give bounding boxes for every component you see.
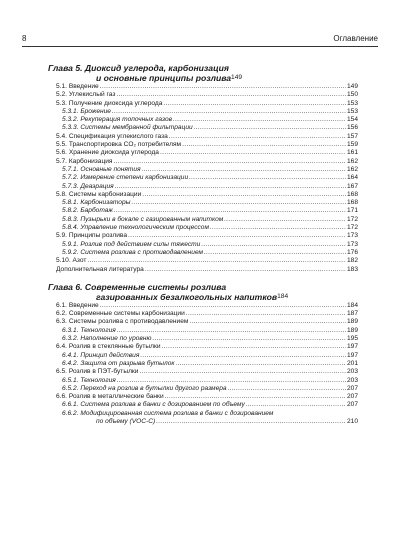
toc-entry-text: 6.6.1. Система розлива в банки с дозированием по объему <box>62 401 245 409</box>
dot-leader <box>117 377 346 385</box>
toc-entry-page: 149 <box>346 83 358 90</box>
toc-entry-page: 153 <box>346 99 358 107</box>
toc-entry-text: 6.5.1. Технология <box>62 376 116 384</box>
toc-entry-page: 157 <box>346 132 358 140</box>
toc-subsection <box>48 241 358 249</box>
toc-entry-text: 6.3.1. Технология <box>62 326 116 334</box>
toc-subsection <box>48 418 358 426</box>
dot-leader <box>182 141 346 149</box>
toc-section <box>48 232 358 240</box>
dot-leader <box>163 100 346 108</box>
toc-section <box>48 91 358 99</box>
toc-entry-page: 195 <box>346 335 358 343</box>
dot-leader <box>160 149 346 157</box>
dot-leader <box>115 183 346 191</box>
toc-entry-text: 5.8.4. Управление технологическим процессом <box>62 224 209 232</box>
dot-leader <box>117 327 346 335</box>
toc-entry-page: 201 <box>346 359 358 367</box>
toc-entry-page: 154 <box>346 116 358 124</box>
page-header <box>22 33 378 45</box>
dot-leader <box>152 335 346 343</box>
toc-section <box>48 100 358 108</box>
dot-leader <box>246 401 346 409</box>
toc-subsection <box>48 360 358 368</box>
toc-entry-page: 156 <box>346 124 358 132</box>
toc-entry-text: 5.5. Транспортировка CO₂ потребителям <box>56 141 182 149</box>
toc-entry-page: 207 <box>346 384 358 392</box>
dot-leader <box>189 318 346 326</box>
toc-entry-page: 210 <box>346 417 358 425</box>
toc-entry-text: 6.5. Розлив в ПЭТ-бутылки <box>56 368 139 376</box>
toc-entry-text: Дополнительная литература <box>56 265 144 273</box>
toc-entry-text: 6.4.1. Принцип действия <box>62 351 140 359</box>
toc-entry-text: 5.8. Системы карбонизации <box>56 190 142 198</box>
toc-entry-text: 5.9. Принципы розлива <box>56 232 127 240</box>
dot-leader <box>176 360 346 368</box>
toc-entry-page: 197 <box>346 351 358 359</box>
toc-entry-page: 167 <box>346 182 358 190</box>
toc-entry-text: 5.9.2. Система розлива с противодавлением <box>62 248 204 256</box>
dot-leader <box>169 133 346 141</box>
toc-entry-page: 164 <box>346 174 358 182</box>
toc-entry-text: 5.8.3. Пузырьки в бокале с газированным напитком <box>62 215 224 223</box>
toc-subsection <box>48 327 358 335</box>
chapter-subtitle-row <box>48 292 358 302</box>
dot-leader <box>112 108 346 116</box>
toc-entry-text: 5.4. Спецификация углекислого газа <box>56 132 168 140</box>
toc-entry-page: 150 <box>346 91 358 99</box>
toc-section <box>48 318 358 326</box>
toc-section <box>48 141 358 149</box>
toc-entry-text: 5.8.2. Барботаж <box>62 207 113 215</box>
toc-entry-text: 5.7.2. Измерение степени карбонизации <box>62 174 189 182</box>
dot-leader <box>142 191 346 199</box>
toc-section <box>48 266 358 274</box>
toc-section <box>48 149 358 157</box>
toc-entry-page: 203 <box>346 376 358 384</box>
toc-subsection <box>48 385 358 393</box>
toc-entry-text: 6.5.2. Переход на розлив в бутылки другого размера <box>62 384 227 392</box>
toc-entry-text: 6.3.2. Наполнение по уровню <box>62 335 152 343</box>
chapter-subtitle-row <box>48 73 358 83</box>
header-divider <box>22 46 378 47</box>
dot-leader <box>140 368 346 376</box>
toc-entry-text: 6.4. Розлив в стеклянные бутылки <box>56 343 161 351</box>
toc-section <box>48 302 358 310</box>
dot-leader <box>189 174 346 182</box>
toc-entry-page: 189 <box>346 318 358 326</box>
toc-entry-text: 6.4.2. Защита от разрыва бутылок <box>62 359 175 367</box>
dot-leader <box>162 343 346 351</box>
toc-section <box>48 133 358 141</box>
dot-leader <box>100 83 346 91</box>
toc-entry-text: 6.1. Введение <box>56 301 99 309</box>
toc-subsection <box>48 249 358 257</box>
toc-entry-page: 207 <box>346 401 358 409</box>
dot-leader <box>210 224 346 232</box>
toc-subsection <box>48 410 358 418</box>
toc-section <box>48 343 358 351</box>
toc-entry-page: 171 <box>346 207 358 215</box>
toc-entry-page: 172 <box>346 224 358 232</box>
toc-entry-text: 6.2. Современные системы карбонизации <box>56 310 185 318</box>
toc-entry-page: 173 <box>346 232 358 240</box>
toc-entry-page: 176 <box>346 248 358 256</box>
toc-subsection <box>48 124 358 132</box>
toc-subsection <box>48 174 358 182</box>
toc-entry-page: 184 <box>346 301 358 309</box>
dot-leader <box>228 385 346 393</box>
toc-entry-page: 173 <box>346 240 358 248</box>
toc-entry-page: 207 <box>346 393 358 401</box>
toc-entry-text: 5.2. Углекислый газ <box>56 91 116 99</box>
toc-section <box>48 191 358 199</box>
toc-entry-text: 6.6. Розлив в металлические банки <box>56 393 164 401</box>
chapter-gap <box>48 274 358 282</box>
toc-subsection <box>48 216 358 224</box>
toc-entry-text: 5.7. Карбонизация <box>56 157 113 165</box>
toc-subsection <box>48 377 358 385</box>
dot-leader <box>186 310 346 318</box>
chapter-page: 149 <box>231 74 243 81</box>
toc-entry-text: 6.6.2. Модифицированная система розлива в банки с дозированием <box>62 409 274 417</box>
toc-entry-text: 5.3.1. Брожение <box>62 107 111 115</box>
dot-leader <box>156 418 346 426</box>
chapter-title: Глава 5. Диоксид углерода, карбонизация <box>48 63 229 73</box>
toc-subsection <box>48 224 358 232</box>
toc-entry-text: 5.7.3. Деаэрация <box>62 182 114 190</box>
toc-entry-page: 203 <box>346 368 358 376</box>
toc-section <box>48 158 358 166</box>
dot-leader <box>201 241 346 249</box>
toc-entry-text: 5.1. Введение <box>56 83 99 90</box>
chapter-title: Глава 6. Современные системы розлива <box>48 281 227 292</box>
dot-leader <box>173 116 346 124</box>
toc-entry-text: 5.8.1. Карбонизаторы <box>62 199 131 207</box>
section-title: Оглавление <box>333 34 378 43</box>
toc-entry-text: 6.3. Системы розлива с противодавлением <box>56 318 189 326</box>
toc-entry-text: 5.6. Хранение диоксида углерода <box>56 149 159 157</box>
toc-subsection <box>48 352 358 360</box>
toc-entry-text: 5.10. Азот <box>56 257 87 265</box>
toc-entry-text: по объему (VOC-C) <box>96 417 156 425</box>
page-number: 8 <box>22 34 27 43</box>
toc-entry-page: 197 <box>346 343 358 351</box>
toc-subsection <box>48 401 358 409</box>
toc-entry-page: 189 <box>346 326 358 334</box>
toc-entry-text: 5.9.1. Розлив под действием силы тяжести <box>62 240 201 248</box>
toc-subsection <box>48 108 358 116</box>
toc-entry-text: 5.3.2. Рекуперация топочных газов <box>62 116 173 124</box>
dot-leader <box>145 266 346 274</box>
toc-subsection <box>48 183 358 191</box>
dot-leader <box>116 91 346 99</box>
toc-entry-page: 187 <box>346 310 358 318</box>
chapter-subtitle: газированных безалкогольных напитков <box>96 291 278 302</box>
dot-leader <box>131 199 346 207</box>
dot-leader <box>114 158 346 166</box>
toc-entry-page: 168 <box>346 199 358 207</box>
toc-entry-text: 5.3.3. Системы мембранной фильтрации <box>62 124 193 132</box>
dot-leader <box>114 207 346 215</box>
toc-entry-page: 162 <box>346 165 358 173</box>
dot-leader <box>224 216 346 224</box>
dot-leader <box>140 352 346 360</box>
chapter-subtitle: и основные принципы розлива <box>96 73 232 83</box>
toc-section <box>48 310 358 318</box>
dot-leader <box>100 302 346 310</box>
toc-entry-page: 168 <box>346 190 358 198</box>
toc-entry-page: 172 <box>346 215 358 223</box>
toc-entry-page: 161 <box>346 149 358 157</box>
chapter-page: 184 <box>277 292 289 300</box>
toc-entry-page: 153 <box>346 107 358 115</box>
toc-entry-page: 162 <box>346 157 358 165</box>
toc-entry-text: 5.3. Получение диоксида углерода <box>56 99 163 107</box>
toc-subsection <box>48 207 358 215</box>
dot-leader <box>204 249 346 257</box>
toc-entry-text: 5.7.1. Основные понятия <box>62 165 141 173</box>
table-of-contents <box>48 63 358 426</box>
toc-section <box>48 257 358 265</box>
dot-leader <box>128 232 346 240</box>
toc-section <box>48 368 358 376</box>
toc-entry-page: 182 <box>346 257 358 265</box>
toc-entry-page: 183 <box>346 265 358 273</box>
dot-leader <box>87 257 346 265</box>
toc-entry-page: 159 <box>346 141 358 149</box>
dot-leader <box>194 124 346 132</box>
